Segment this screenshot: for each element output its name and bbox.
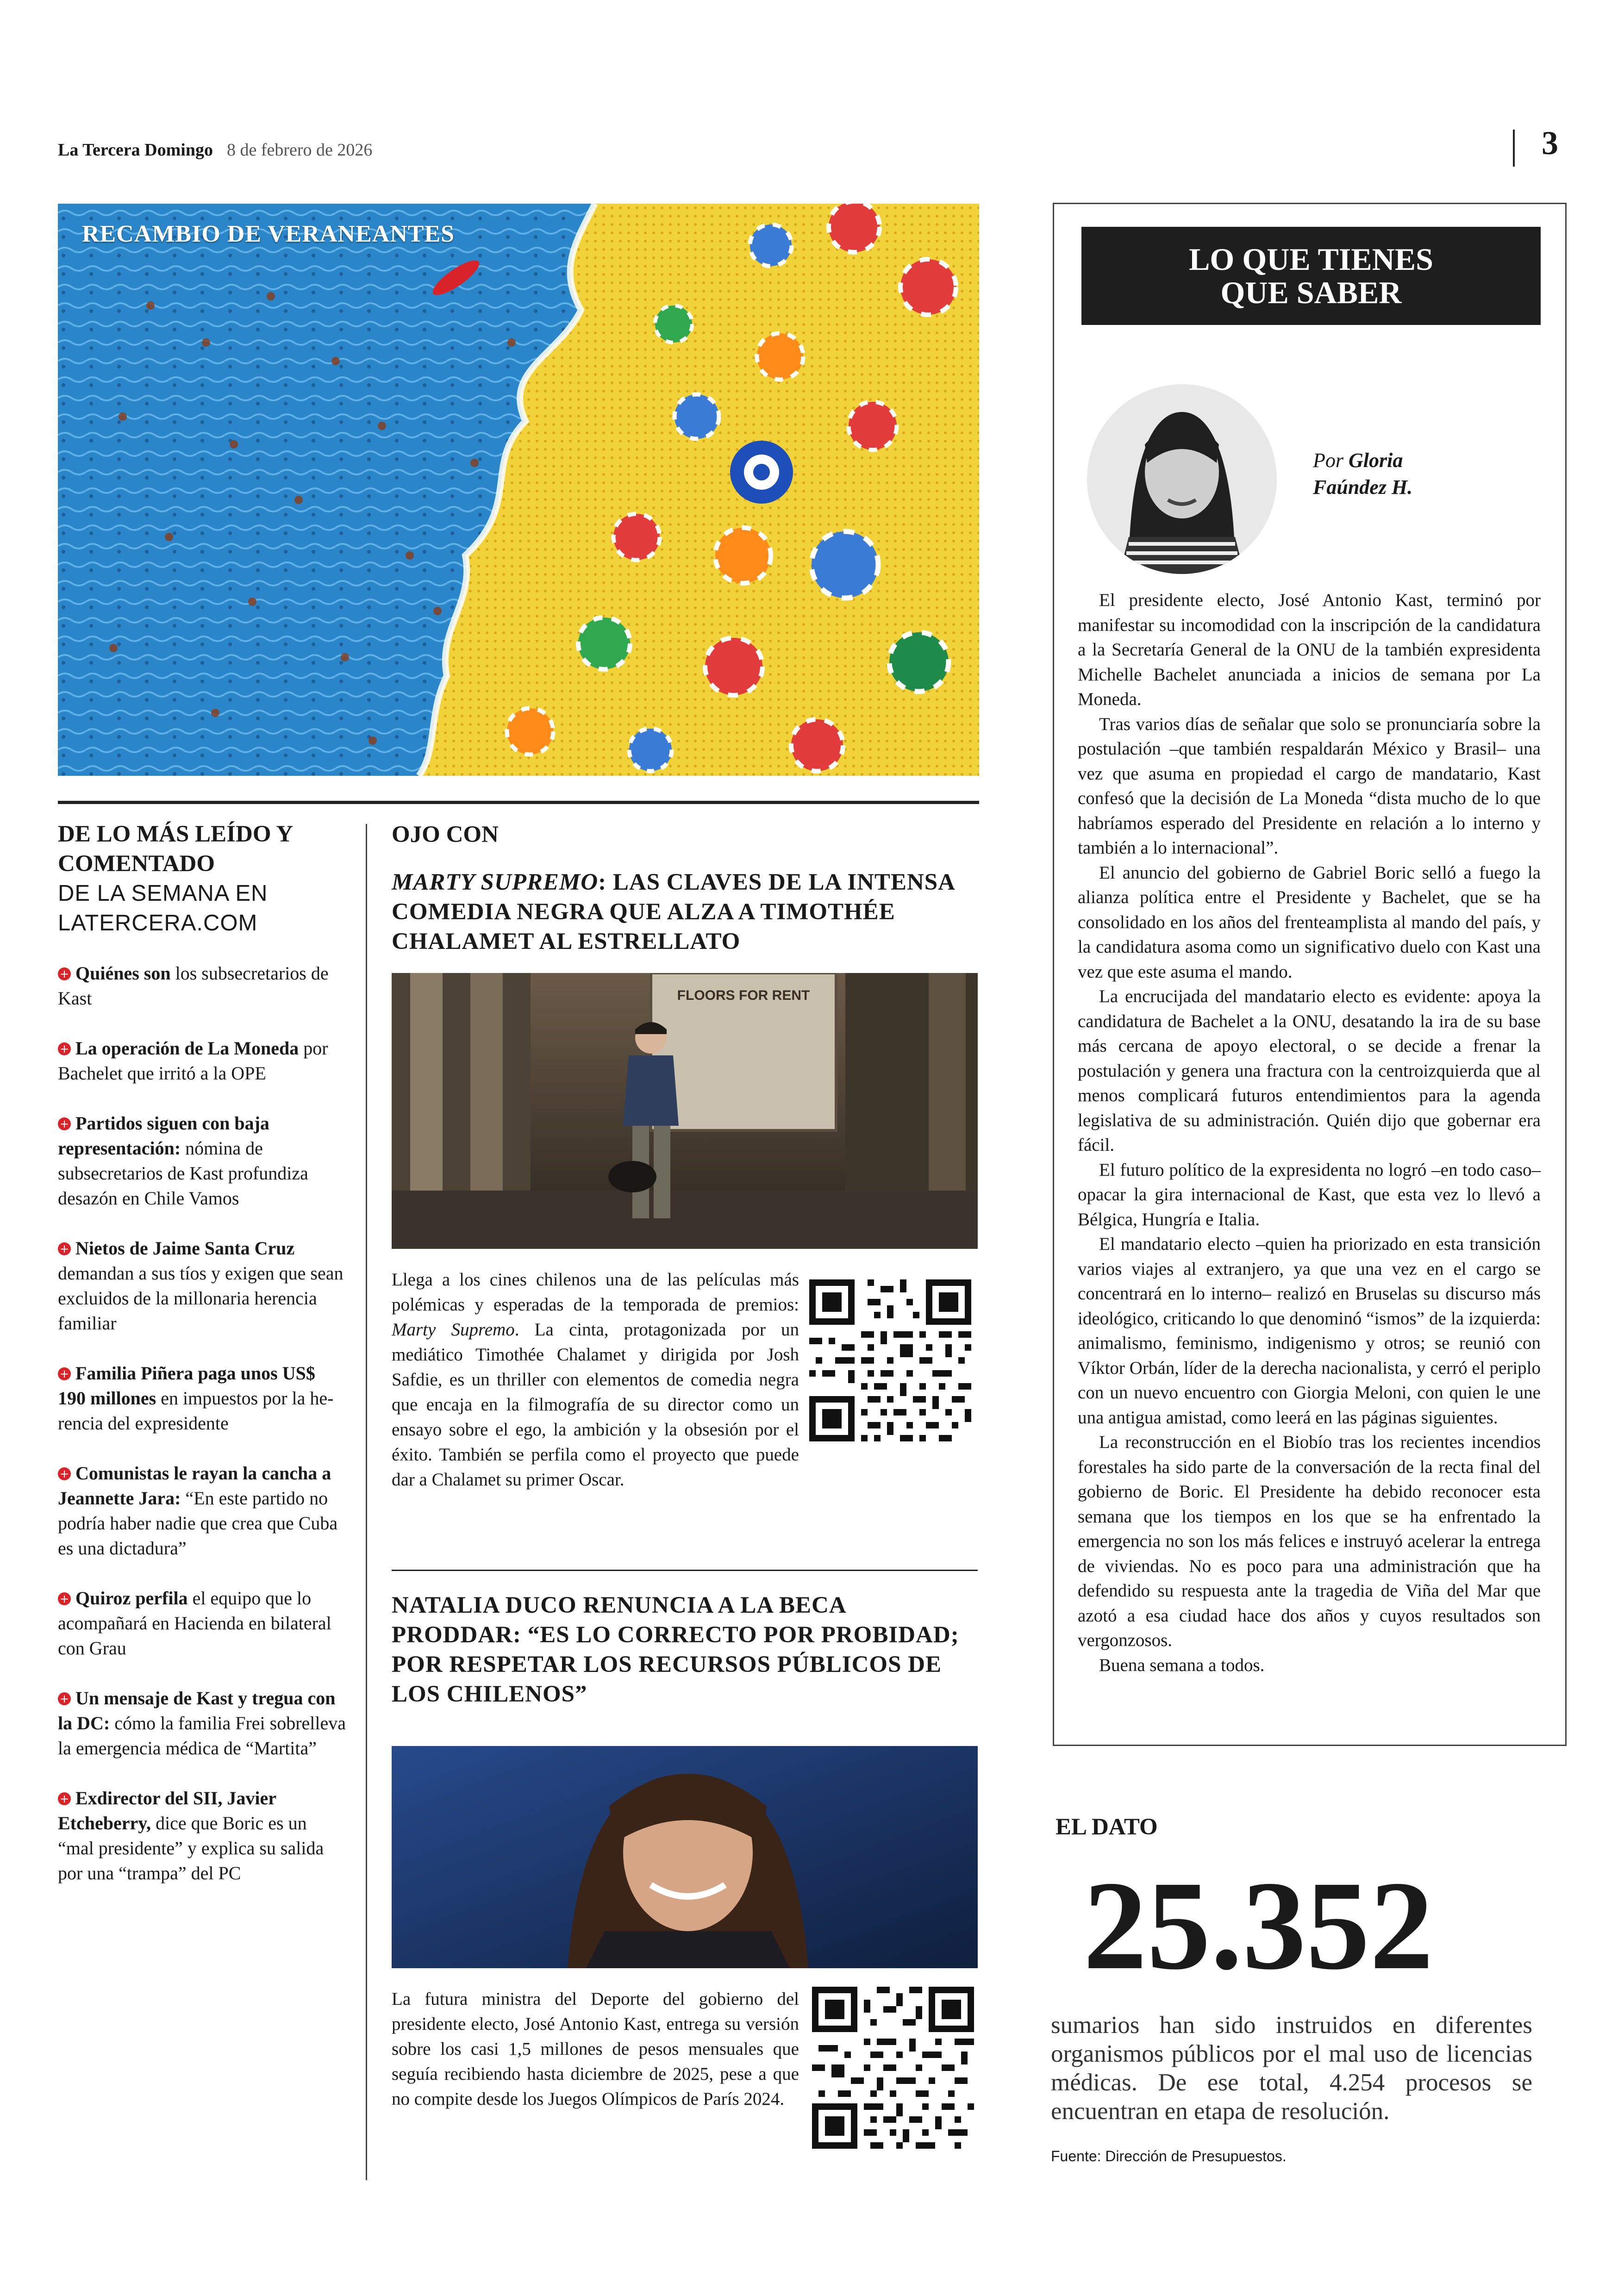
qr-code-icon <box>812 1987 974 2149</box>
column-paragraph: La reconstrucción en el Biobío tras los recientes incendios forestales ha sido parte de la conversación de la recta final del gobierno de Boric. El Presidente ha debido reconocer esta semana que los tiempos en los que se ha enfrentado la emergencia no son los más felices e instruyó acelerar la entrega de viviendas. No es poco para una administración que ha defendido su respuesta ante la tragedia de Viña del Mar que azotó a esa ciudad hace dos años y cuyos resultados son vergonzosos. <box>1078 1432 1541 1650</box>
film-still <box>392 973 978 1249</box>
author-portrait <box>1087 384 1277 574</box>
qr-code[interactable] <box>812 1987 974 2151</box>
issue-date: 8 de febrero de 2026 <box>227 140 373 160</box>
most-read-item[interactable]: + Quiénes son los subsecretarios de Kast <box>58 963 329 1009</box>
header-divider <box>1513 130 1515 167</box>
bullet-icon: + <box>58 967 71 980</box>
most-read-item[interactable]: + La operación de La Moneda por Bachelet que irritó a la OPE <box>58 1038 328 1084</box>
article-divider <box>392 1570 978 1571</box>
most-read-item[interactable]: + Un mensaje de Kast y tregua con la DC: cómo la familia Frei sobrelleva la emergencia médica de “Martita” <box>58 1688 346 1759</box>
column-paragraph: La encrucijada del mandatario electo es evidente: apoya la candidatura de Bachelet a la ONU, desatando la ira de su base más cercana de apoyo electoral, o se decide a frenar la postulación y genera una fractura con la centroizquierda que al menos complicará futuros entendimientos para la agenda legislativa de su administración. Quién dijo que gobernar era fácil. <box>1078 986 1541 1155</box>
beach-illustration <box>58 204 979 776</box>
qr-code[interactable] <box>809 1279 971 1444</box>
author-photo <box>1087 384 1277 574</box>
column-text <box>1078 588 1541 1678</box>
bullet-icon: + <box>58 1592 71 1605</box>
most-read-item[interactable]: + Partidos siguen con baja representación: nómina de subsecretarios de Kast profundiza desazón en Chile Vamos <box>58 1113 308 1209</box>
column-banner: LO QUE TIENES QUE SABER <box>1081 227 1541 325</box>
column-paragraph: El anuncio del gobierno de Gabriel Boric selló a fuego la alianza política entre el Presidente y Bachelet, que se ha consolidado en los años del frenteamplista al mando del país, y la candidatura asoma como un significativo duelo con Kast una vez que este asuma el mando. <box>1078 862 1541 982</box>
natalia-headline[interactable]: NATALIA DUCO RENUNCIA A LA BECA PRODDAR: “ES LO CORRECTO POR PROBIDAD; POR RESPETAR LOS RECURSOS PÚBLICOS DE LOS CHILENOS” <box>392 1592 959 1707</box>
marty-headline[interactable]: MARTY SUPREMO: LAS CLAVES DE LA INTENSA COMEDIA NEGRA QUE ALZA A TIMOTHÉE CHALAMET AL ESTRELLATO <box>392 869 955 954</box>
sign-text: FLOORS FOR RENT <box>677 988 810 1003</box>
hero-illustration <box>58 204 979 776</box>
marty-body: Llega a los cines chilenos una de las películas más polémicas y esperadas de la temporada de premios: Marty Supremo. La cinta, protagonizada por un mediático Timothée Chalamet y dirigida por Josh Safdie, es un thriller con elementos de comedia negra que encaja en la filmografía de su director como un ensayo sobre el ego, la ambición y la obsesión por el éxito. También se perfila como el proyecto que puede dar a Chalamet su primer Oscar. <box>392 1270 800 1490</box>
most-read-item[interactable]: + Quiroz perfila el equipo que lo acompañará en Hacienda en bilateral con Grau <box>58 1588 331 1659</box>
most-read-item[interactable]: + Comunistas le rayan la cancha a Jeannette Jara: “En este partido no podría haber nadie que crea que Cuba es una dictadura” <box>58 1463 338 1559</box>
bullet-icon: + <box>58 1692 71 1705</box>
section-label: OJO CON <box>392 822 499 848</box>
bullet-icon: + <box>58 1042 71 1055</box>
bullet-icon: + <box>58 1792 71 1805</box>
author-byline: Por Gloria Faúndez H. <box>1313 449 1413 499</box>
column-paragraph: Buena semana a todos. <box>1099 1655 1265 1675</box>
qr-code-icon <box>809 1279 971 1441</box>
newspaper-name: La Tercera Domingo <box>58 140 213 160</box>
natalia-photo <box>392 1746 978 1968</box>
column-paragraph: El mandatario electo –quien ha priorizado en esta transición varios viajes al extranjero, ya que una vez en el cargo se concentrará en lo interno– realizó en Bruselas su discurso más ideológico, criticando lo que denominó “ismos” de la izquierda: animalismo, feminismo, indigenismo y otros; se reunió con Víktor Orbán, líder de la derecha nacionalista, y cerró el periplo con un nuevo encuentro con Giorgia Meloni, con quien le une una antigua amistad, como leerá en las páginas siguientes. <box>1078 1234 1541 1428</box>
most-read-title: DE LO MÁS LEÍDO Y COMENTADO <box>58 821 294 877</box>
page-number: 3 <box>1542 125 1558 162</box>
dato-label: EL DATO <box>1056 1814 1158 1840</box>
hero-title: RECAMBIO DE VERANEANTES <box>82 221 455 247</box>
section-rule <box>58 801 979 804</box>
most-read-subtitle: DE LA SEMANA EN LATERCERA.COM <box>58 881 268 935</box>
column-paragraph: El futuro político de la expresidenta no logró –en todo caso– opacar la gira internacional de Kast, que esta vez lo llevó a Bélgica, Hungría e Italia. <box>1078 1160 1541 1229</box>
dato-text: sumarios han sido instruidos en diferentes organismos públicos por el mal uso de licencias médicas. De ese total, 4.254 procesos se encuentran en etapa de resolución. <box>1051 2012 1532 2125</box>
most-read-item[interactable]: + Nietos de Jaime Santa Cruz demandan a sus tíos y exigen que sean excluidos de la millonaria herencia familiar <box>58 1238 344 1334</box>
marty-photo <box>392 973 978 1249</box>
dato-number: 25.352 <box>1083 1855 1434 1996</box>
most-read-section <box>58 819 347 1911</box>
portrait-photo <box>392 1746 978 1968</box>
column-divider <box>366 824 367 2180</box>
bullet-icon: + <box>58 1242 71 1255</box>
most-read-item[interactable]: + Exdirector del SII, Javier Etcheberry, dice que Boric es un “mal presidente” y explica su salida por una “trampa” del PC <box>58 1788 324 1883</box>
column-paragraph: Tras varios días de señalar que solo se pronunciaría sobre la postulación –que también respaldarán México y Brasil– una vez que asuma en propiedad el cargo de mandatario, Kast confesó que la decisión de La Moneda “dista mucho de lo que habríamos esperado del Presidente en relación a lo interno y también a lo internacional”. <box>1078 714 1541 858</box>
most-read-item[interactable]: + Familia Piñera paga unos US$ 190 millones en impuestos por la herencia del expresidente <box>58 1363 334 1434</box>
bullet-icon: + <box>58 1367 71 1380</box>
column-paragraph: El presidente electo, José Antonio Kast, terminó por manifestar su incomodidad con la inscripción de la candidatura a la Secretaría General de la ONU de la también expresidenta Michelle Bachelet anunciada a inicios de semana por La Moneda. <box>1078 590 1541 709</box>
bullet-icon: + <box>58 1467 71 1480</box>
bullet-icon: + <box>58 1117 71 1130</box>
natalia-body: La futura ministra del Deporte del gobierno del presidente electo, José Antonio Kast, entrega su versión sobre los casi 1,5 millones de pesos mensuales que seguía recibiendo hasta diciembre de 2025, pese a que no compite desde los Juegos Olímpicos de París 2024. <box>392 1989 799 2109</box>
dato-source: Fuente: Dirección de Presupuestos. <box>1051 2148 1287 2164</box>
